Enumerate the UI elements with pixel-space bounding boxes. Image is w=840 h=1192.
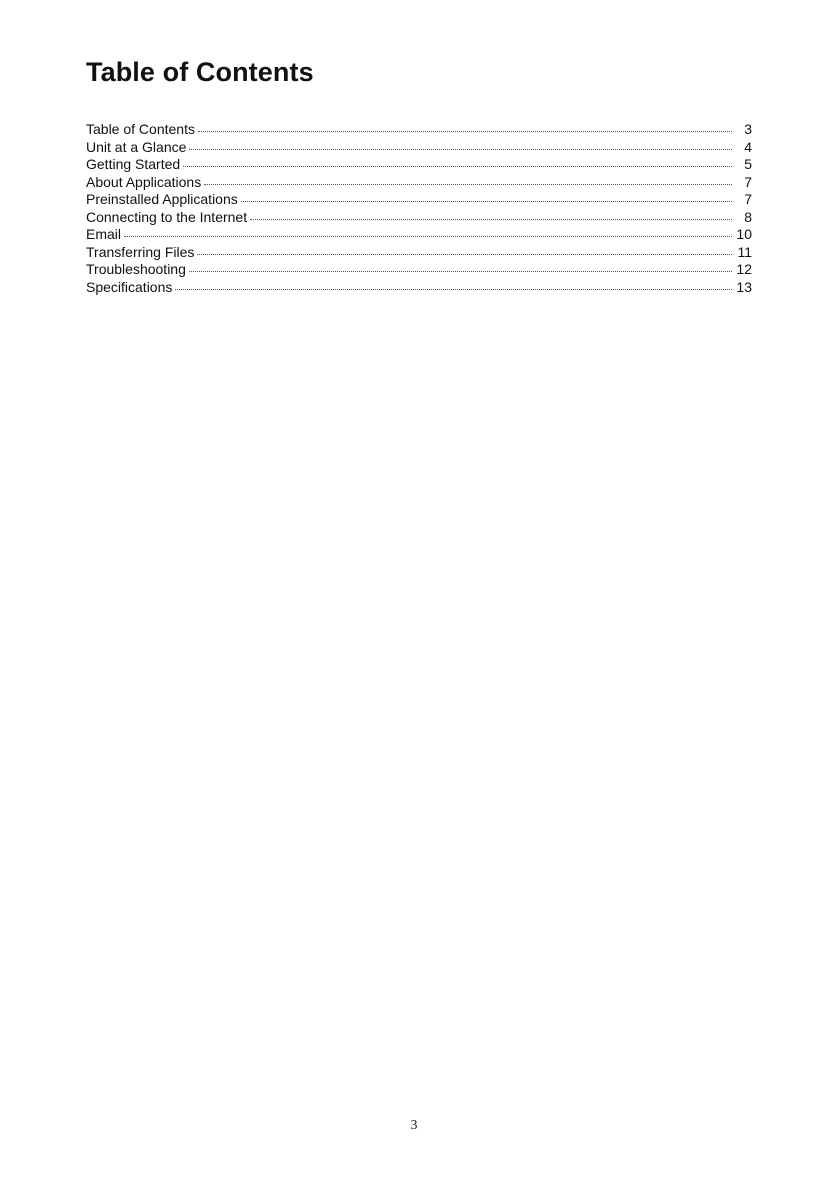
toc-entry[interactable] <box>86 139 752 157</box>
toc-dot-leader <box>183 166 732 167</box>
toc-dot-leader <box>189 149 732 150</box>
toc-dot-leader <box>198 131 732 132</box>
toc-entry-page: 4 <box>744 138 752 155</box>
toc-entry-page: 7 <box>744 173 752 190</box>
toc-entry-label: Getting Started <box>86 156 181 172</box>
toc-entry-label: Email <box>86 226 122 242</box>
toc-entry[interactable] <box>86 191 752 209</box>
toc-entry[interactable] <box>86 226 752 244</box>
toc-entry-label: Preinstalled Applications <box>86 191 238 207</box>
toc-entry-page: 8 <box>744 208 752 225</box>
toc-dot-leader <box>204 184 732 185</box>
toc-entry-label: Connecting to the Internet <box>86 208 248 225</box>
page-number: 3 <box>410 1118 418 1133</box>
toc-entry[interactable] <box>86 156 752 174</box>
toc-entry[interactable] <box>86 244 752 262</box>
toc-entry-label: Troubleshooting <box>86 261 186 277</box>
toc-entry-page: 7 <box>744 191 752 207</box>
toc-entry-page: 11 <box>737 243 752 260</box>
toc-entry-page: 13 <box>736 278 752 295</box>
toc-entry-label: About Applications <box>86 173 202 190</box>
toc-entry-label: Transferring Files <box>86 243 195 260</box>
toc-entry[interactable] <box>86 279 752 297</box>
toc-dot-leader <box>241 201 732 202</box>
toc-list <box>86 121 752 296</box>
page-title: Table of Contents <box>86 57 314 87</box>
toc-entry[interactable] <box>86 261 752 279</box>
toc-entry-label: Unit at a Glance <box>86 138 187 155</box>
toc-dot-leader <box>250 219 732 220</box>
toc-dot-leader <box>124 236 732 237</box>
toc-entry[interactable] <box>86 174 752 192</box>
toc-entry[interactable] <box>86 121 752 139</box>
toc-dot-leader <box>189 271 732 272</box>
toc-entry-page: 10 <box>736 226 752 242</box>
toc-entry-label: Table of Contents <box>86 121 195 137</box>
toc-dot-leader <box>175 289 732 290</box>
toc-entry[interactable] <box>86 209 752 227</box>
toc-entry-page: 3 <box>744 121 752 137</box>
toc-entry-label: Specifications <box>86 278 173 295</box>
toc-entry-page: 5 <box>744 156 752 172</box>
toc-entry-page: 12 <box>736 261 752 277</box>
toc-dot-leader <box>197 254 732 255</box>
